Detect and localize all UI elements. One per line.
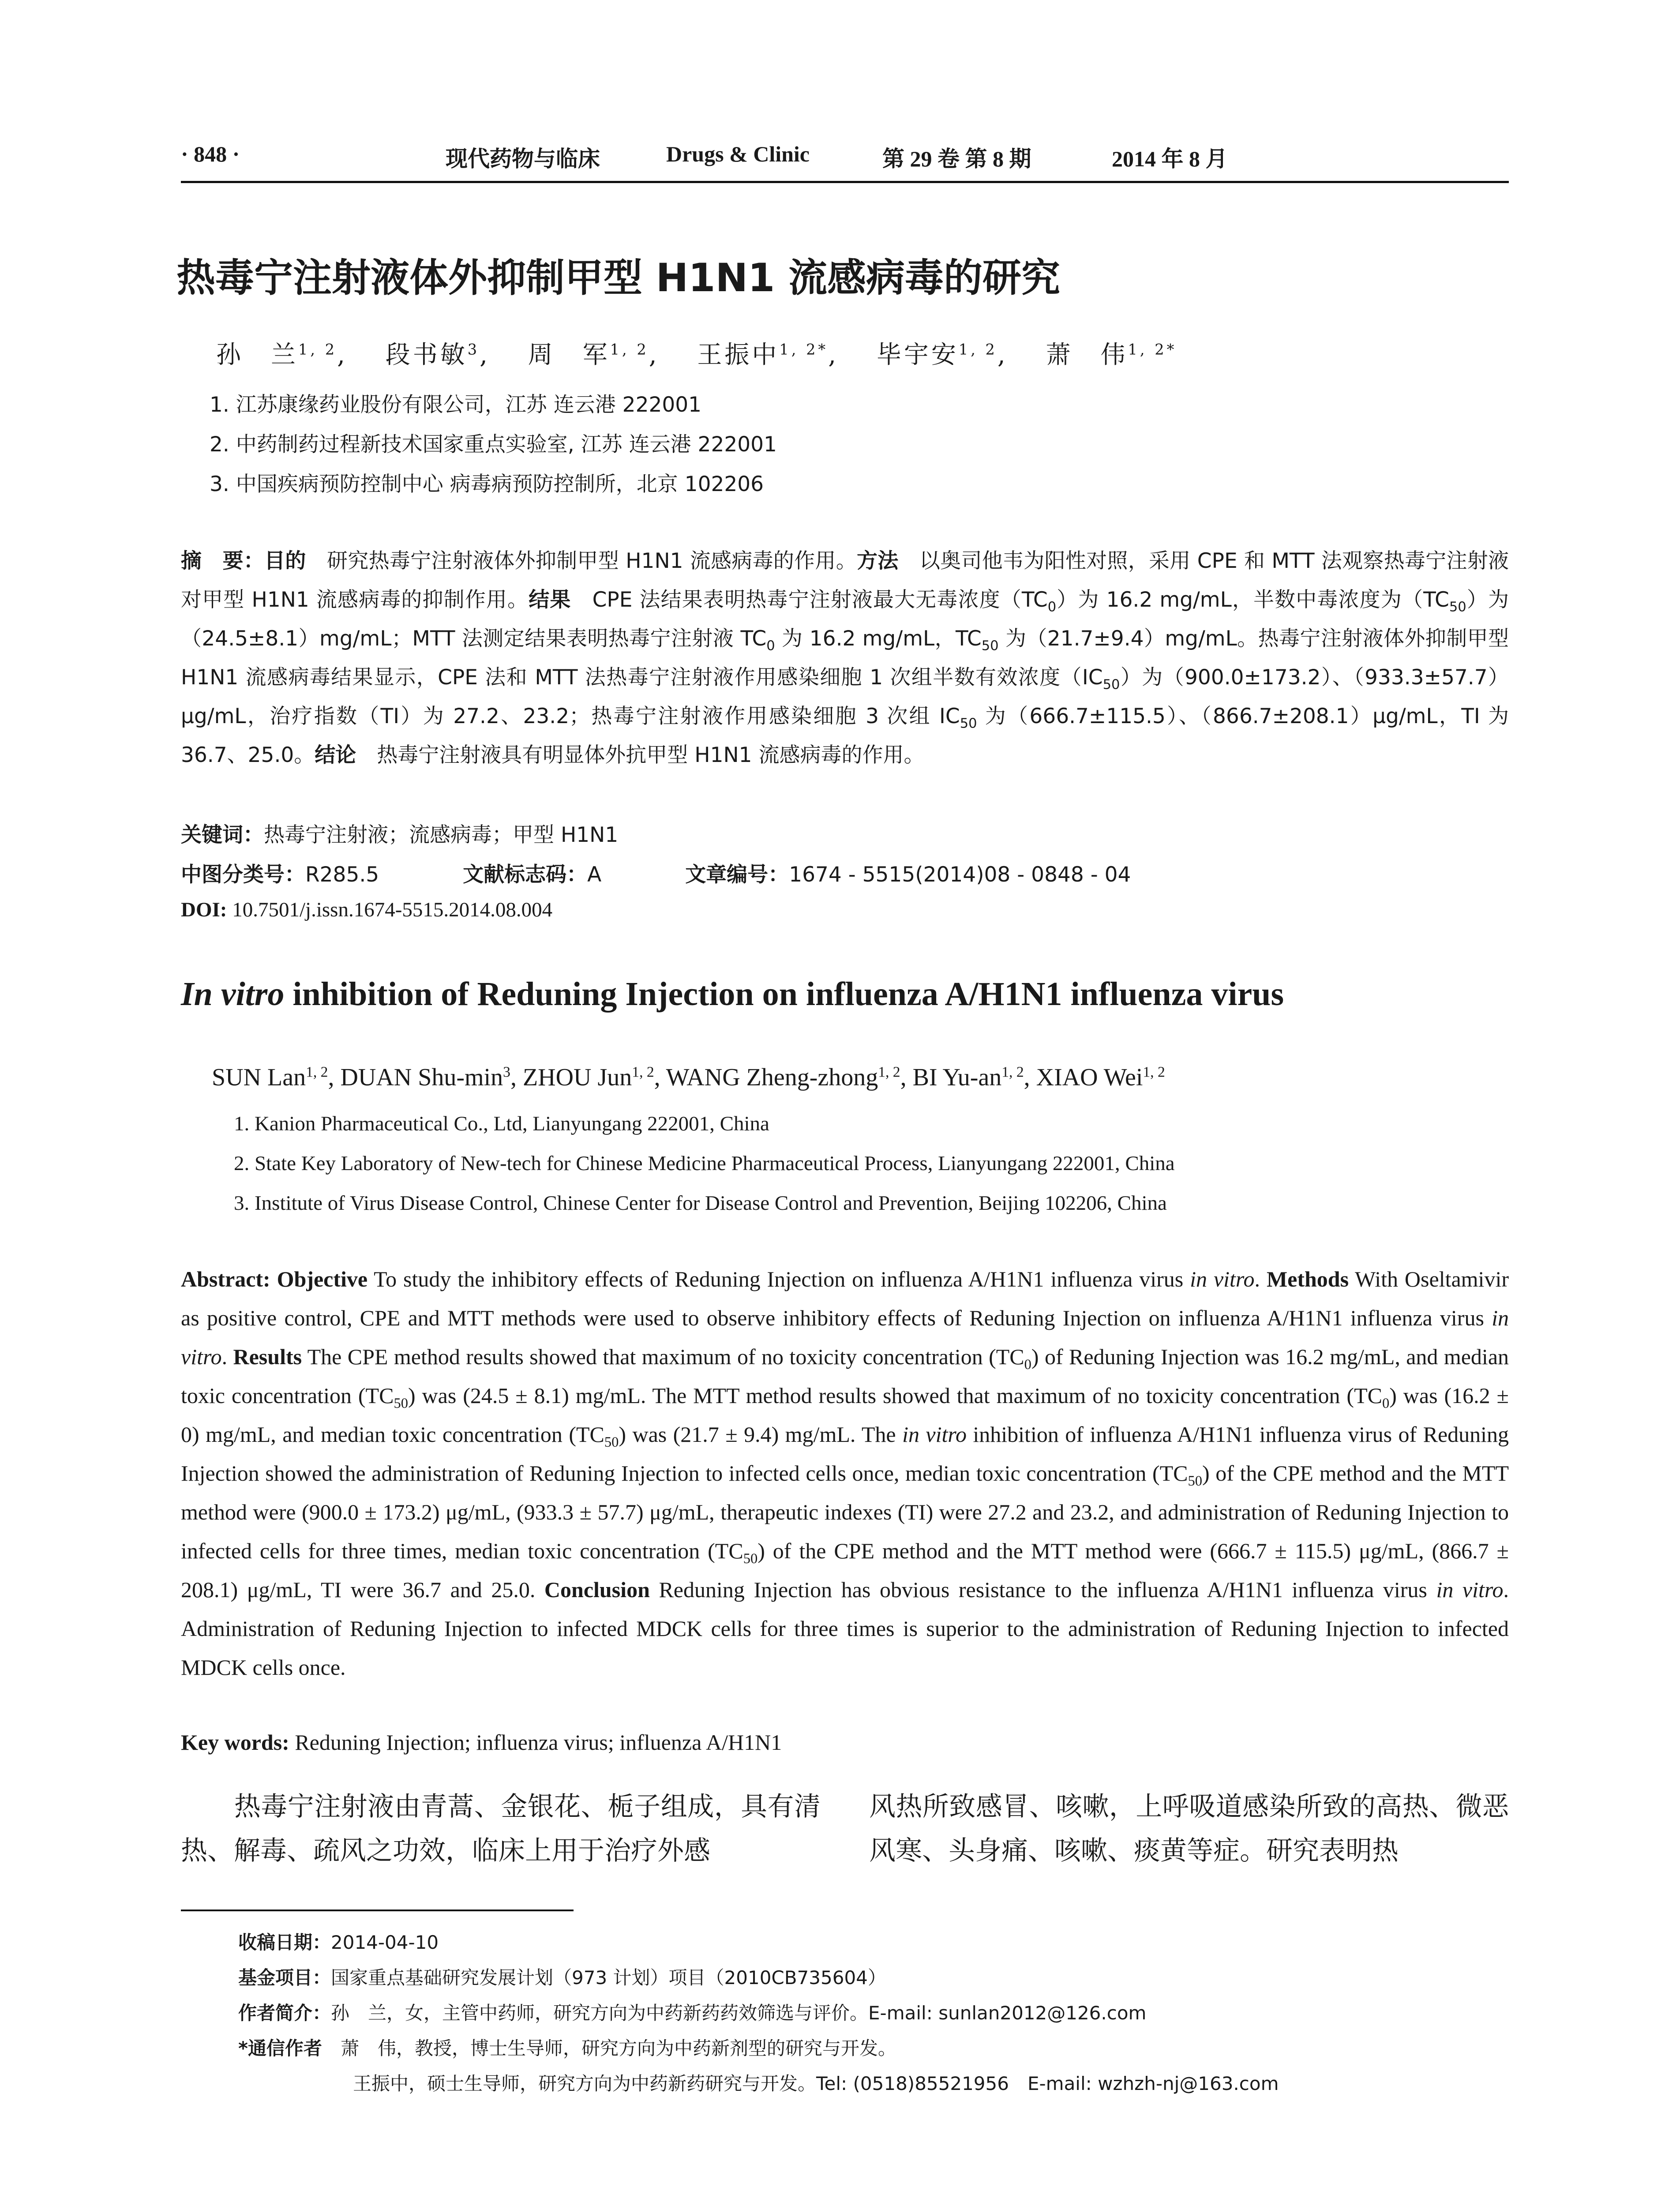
en-affiliation: 1. Kanion Pharmaceutical Co., Ltd, Lianyungang 222001, China bbox=[234, 1112, 769, 1135]
cn-results-text: ）为 16.2 mg/mL，半数中毒浓度为（TC bbox=[1056, 588, 1449, 612]
doi-value: 10.7501/j.issn.1674-5515.2014.08.004 bbox=[227, 898, 553, 921]
cn-author: 孙 兰 bbox=[216, 341, 298, 369]
fund-text: 国家重点基础研究发展计划（973 计划）项目（2010CB735604） bbox=[331, 1967, 886, 1988]
in-vitro: in vitro bbox=[1190, 1267, 1255, 1291]
cn-author: 萧 伟 bbox=[1046, 341, 1128, 369]
footnote-author bbox=[238, 1999, 1146, 2025]
author-bio-label: 作者简介： bbox=[238, 2002, 331, 2024]
cn-affiliation: 2. 中药制药过程新技术国家重点实验室, 江苏 连云港 222001 bbox=[210, 432, 777, 457]
en-conclusion-text: Reduning Injection has obvious resistance to the influenza A/H1N1 influenza virus bbox=[649, 1577, 1436, 1602]
clc-value: R285.5 bbox=[305, 863, 379, 887]
article-no-value: 1674 - 5515(2014)08 - 0848 - 04 bbox=[789, 863, 1131, 887]
clc-label: 中图分类号： bbox=[181, 863, 305, 887]
issue-date: 2014 年 8 月 bbox=[1112, 146, 1228, 171]
cn-author-sup: 3 bbox=[467, 341, 480, 358]
corresponding-label: *通信作者 bbox=[238, 2037, 322, 2059]
cn-author-sup: 1, 2 bbox=[958, 341, 998, 358]
in-vitro: in vitro bbox=[1436, 1577, 1504, 1602]
en-title bbox=[181, 975, 1284, 1013]
cn-classification-line bbox=[181, 858, 1131, 888]
volume-issue: 第 29 卷 第 8 期 bbox=[882, 146, 1031, 171]
en-objective-text: To study the inhibitory effects of Reduning Injection on influenza A/H1N1 influenza virus bbox=[368, 1267, 1190, 1291]
en-author-sup: 1, 2 bbox=[1143, 1064, 1165, 1080]
subscript: 50 bbox=[1188, 1473, 1203, 1489]
subscript: 50 bbox=[743, 1551, 758, 1567]
subscript: 50 bbox=[960, 716, 977, 732]
fund-label: 基金项目： bbox=[238, 1967, 331, 1988]
subscript: 50 bbox=[604, 1434, 619, 1450]
cn-keywords-text: 热毒宁注射液；流感病毒；甲型 H1N1 bbox=[264, 823, 619, 847]
journal-name-cn: 现代药物与临床 bbox=[446, 146, 600, 172]
subscript: 0 bbox=[1024, 1357, 1031, 1373]
en-results-text: ) was (16.2 ± 0) mg/mL, and median toxic concentration (TC bbox=[181, 1383, 1509, 1447]
author-bio-text: 孙 兰，女，主管中药师，研究方向为中药新药药效筛选与评价。E-mail: sunlan2012@126.com bbox=[331, 2002, 1147, 2024]
journal-name-en: Drugs & Clinic bbox=[666, 142, 810, 166]
en-keywords bbox=[181, 1730, 782, 1755]
cn-author: 王振中 bbox=[697, 341, 780, 369]
doc-code-value: A bbox=[587, 863, 602, 887]
en-abstract-label: Abstract: Objective bbox=[181, 1267, 368, 1291]
cn-keywords bbox=[181, 818, 618, 848]
cn-results-text: 为（666.7±115.5）、（866.7±208.1）μg/mL，TI 为 36.7、25.0。 bbox=[181, 704, 1509, 767]
cn-keywords-label: 关键词： bbox=[181, 823, 264, 847]
en-author-sup: 1, 2 bbox=[306, 1064, 328, 1080]
en-results-text: ) of Reduning Injection was 16.2 mg/mL, and median toxic concentration (TC bbox=[181, 1344, 1509, 1408]
en-author-sup: 1, 2 bbox=[632, 1064, 654, 1080]
cn-results-text: ）为（900.0±173.2）、（933.3±57.7）μg/mL，治疗指数（TI）为 27.2、23.2；热毒宁注射液作用感染细胞 3 次组 IC bbox=[181, 665, 1509, 728]
cn-author-sup: 1, 2* bbox=[779, 341, 829, 358]
doc-code-label: 文献标志码： bbox=[463, 863, 588, 887]
cn-author-sup: 1, 2 bbox=[610, 341, 649, 358]
cn-author: 周 军 bbox=[528, 341, 610, 369]
subscript: 50 bbox=[394, 1396, 408, 1411]
footnote-received bbox=[238, 1928, 439, 1955]
cn-author-sup: 1, 2* bbox=[1128, 341, 1177, 358]
subscript: 0 bbox=[1382, 1396, 1390, 1411]
cn-methods-text: 以奥司他韦为阳性对照，采用 CPE 和 MTT 法观察热毒宁注射液对甲型 H1N1 流感病毒的抑制作用。 bbox=[181, 549, 1509, 612]
en-title-italic: In vitro bbox=[181, 975, 285, 1013]
in-vitro: in vitro bbox=[181, 1306, 1509, 1369]
en-author-sup: 1, 2 bbox=[1001, 1064, 1024, 1080]
cn-conclusion-text: 热毒宁注射液具有明显体外抗甲型 H1N1 流感病毒的作用。 bbox=[356, 743, 925, 767]
cn-author: 段书敏 bbox=[385, 341, 468, 369]
page-number: · 848 · bbox=[181, 142, 240, 166]
footnote-corresponding bbox=[238, 2034, 896, 2060]
cn-results-text: 为（21.7±9.4）mg/mL。热毒宁注射液体外抑制甲型 H1N1 流感病毒结果显示，CPE 法和 MTT 法热毒宁注射液作用感染细胞 1 次组半数有效浓度（IC bbox=[181, 627, 1509, 690]
running-header bbox=[181, 132, 1509, 183]
doi-line bbox=[181, 898, 552, 922]
cn-objective-text: 研究热毒宁注射液体外抑制甲型 H1N1 流感病毒的作用。 bbox=[306, 549, 857, 573]
cn-affiliation: 1. 江苏康缘药业股份有限公司，江苏 连云港 222001 bbox=[210, 393, 702, 417]
cn-conclusion-label: 结论 bbox=[315, 743, 356, 767]
cn-abstract bbox=[181, 542, 1509, 775]
en-results-text: ) of the CPE method and the MTT method were (666.7 ± 115.5) μg/mL, (866.7 ± 208.1) μg/mL, TI were 36.7 and 25.0. bbox=[181, 1538, 1509, 1602]
en-author-sup: 1, 2 bbox=[878, 1064, 900, 1080]
en-author: XIAO Wei bbox=[1036, 1064, 1143, 1091]
en-results-text: ) was (21.7 ± 9.4) mg/mL. The bbox=[619, 1422, 903, 1447]
en-methods-text: With Oseltamivir as positive control, CPE and MTT methods were used to observe inhibitory effects of Reduning Injection on influenza A/H1N1 influenza virus bbox=[181, 1267, 1509, 1330]
subscript: 50 bbox=[1449, 599, 1466, 615]
en-results-text: inhibition of influenza A/H1N1 influenza virus of Reduning Injection showed the administration of Reduning Injection to infected cells once, median toxic concentration (TC bbox=[181, 1422, 1509, 1486]
footnote-fund bbox=[238, 1963, 886, 1990]
en-author: BI Yu-an bbox=[912, 1064, 1002, 1091]
cn-abstract-label: 摘 要： bbox=[181, 549, 265, 573]
footnote-corresponding-2: 王振中，硕士生导师，研究方向为中药新药研究与开发。Tel: (0518)85521956 E-mail: wzhzh-nj@163.com bbox=[353, 2073, 1279, 2094]
en-methods-label: Methods bbox=[1266, 1267, 1349, 1291]
subscript: 0 bbox=[1047, 599, 1057, 615]
cn-results-label: 结果 bbox=[529, 588, 571, 612]
cn-affiliation: 3. 中国疾病预防控制中心 病毒病预防控制所，北京 102206 bbox=[210, 472, 764, 496]
en-conclusion-label: Conclusion bbox=[544, 1577, 650, 1602]
body-column-left: 热毒宁注射液由青蒿、金银花、栀子组成，具有清热、解毒、疏风之功效，临床上用于治疗外感 bbox=[181, 1792, 821, 1865]
en-conclusion-text: . Administration of Reduning Injection to infected MDCK cells for three times is superior to the administration of Reduning Injection to infected MDCK cells once. bbox=[181, 1577, 1509, 1680]
footnote-divider bbox=[181, 1910, 574, 1911]
en-author: ZHOU Jun bbox=[522, 1064, 632, 1091]
en-results-text: The CPE method results showed that maximum of no toxicity concentration (TC bbox=[302, 1344, 1024, 1369]
en-abstract: Abstract: Objective To study the inhibitory effects of Reduning Injection on influenza A/H1N1 influenza virus in vitro. Methods With Oseltamivir as positive control, CPE and MTT methods were used to observe inhibitory effects of Reduning Injection on influenza A/H1N1 influenza virus in vitro. Results The CPE method results showed that maximum of no toxicity concentration $(TC_0)$ of Reduning Injection was 16.2 mg/mL, and median toxic concentration $(TC_{50})$ was (24.5 ± 8.1) mg/mL. The MTT method results showed that maximum of no toxicity concentration $(TC_0)$ was (16.2 ± 0) mg/mL, and median toxic concentration $(TC_{50})$ was (21.7 ± 9.4) mg/mL. The in vitro inhibition of influenza A/H1N1 influenza virus of Reduning Injection showed the administration of Reduning Injection to infected cells once, median toxic concentration $(TC_{50})$ of the CPE method and the MTT method were (900.0 ± 173.2) μg/mL, (933.3 ± 57.7) μg/mL, therapeutic indexes (TI) were 27.2 and 23.2, and administration of Reduning Injection to infected cells for three times, median toxic concentration $(TC_{50})$ of the CPE method and the MTT method were (666.7 ± 115.5) μg/mL, (866.7 ± 208.1) μg/mL, TI were 36.7 and 25.0. Conclusion Reduning Injection has obvious resistance to the influenza A/H1N1 influenza virus in vitro. Administration of Reduning Injection to infected MDCK cells for three times is superior to the administration of Reduning Injection to infected MDCK cells once. bbox=[181, 1267, 1509, 1680]
en-author-sup: 3 bbox=[503, 1064, 510, 1080]
en-title-text: inhibition of Reduning Injection on influenza A/H1N1 influenza virus bbox=[284, 975, 1284, 1013]
cn-author-sup: 1, 2 bbox=[298, 341, 338, 358]
en-affiliation: 2. State Key Laboratory of New-tech for Chinese Medicine Pharmaceutical Process, Lianyungang 222001, China bbox=[234, 1152, 1175, 1175]
article-no-label: 文章编号： bbox=[685, 863, 789, 887]
received-label: 收稿日期： bbox=[238, 1932, 331, 1953]
received-date: 2014-04-10 bbox=[331, 1932, 439, 1953]
subscript: 50 bbox=[1102, 677, 1120, 693]
cn-author-list: 孙 兰$^{1, 2}$, 段书敏$^3$, 周 军$^{1, 2}$, 王振中$^{1, 2*}$, 毕宇安$^{1, 2}$, 萧 伟$^{1, 2*}$ bbox=[216, 341, 1177, 369]
in-vitro: in vitro bbox=[902, 1422, 967, 1447]
cn-objective-label: 目的 bbox=[264, 549, 306, 573]
en-author-list: SUN Lan$^{1, 2}$, DUAN Shu-$\min^3$, ZHOU Jun$^{1, 2}$, WANG Zheng-zhong$^{1, 2}$, BI Yu-an$^{1, 2}$, XIAO Wei$^{1, 2}$ bbox=[212, 1064, 1165, 1091]
cn-results-text: 为 16.2 mg/mL，TC bbox=[775, 627, 982, 651]
en-author: DUAN Shu-min bbox=[340, 1064, 503, 1091]
en-results-text: ) was (24.5 ± 8.1) mg/mL. The MTT method results showed that maximum of no toxicity concentration (TC bbox=[408, 1383, 1382, 1408]
cn-methods-label: 方法 bbox=[857, 549, 899, 573]
body-column-right: 风热所致感冒、咳嗽，上呼吸道感染所致的高热、微恶风寒、头身痛、咳嗽、痰黄等症。研究表明热 bbox=[869, 1792, 1509, 1865]
cn-results-text: CPE 法结果表明热毒宁注射液最大无毒浓度（TC bbox=[571, 588, 1048, 612]
en-author: WANG Zheng-zhong bbox=[666, 1064, 878, 1091]
cn-results-text: ）为（24.5±8.1）mg/mL；MTT 法测定结果表明热毒宁注射液 TC bbox=[181, 588, 1509, 651]
cn-title: 热毒宁注射液体外抑制甲型 H1N1 流感病毒的研究 bbox=[176, 255, 1061, 300]
corresponding-text: 萧 伟，教授，博士生导师，研究方向为中药新剂型的研究与开发。 bbox=[322, 2037, 896, 2059]
en-keywords-label: Key words: bbox=[181, 1730, 289, 1755]
en-affiliation: 3. Institute of Virus Disease Control, Chinese Center for Disease Control and Prevention, Beijing 102206, China bbox=[234, 1192, 1167, 1215]
en-keywords-text: Reduning Injection; influenza virus; influenza A/H1N1 bbox=[289, 1730, 782, 1755]
en-results-text: ) of the CPE method and the MTT method were (900.0 ± 173.2) μg/mL, (933.3 ± 57.7) μg/mL, therapeutic indexes (TI) were 27.2 and 23.2, and administration of Reduning Injection to infected cells for three times, median toxic concentration (TC bbox=[181, 1461, 1509, 1563]
subscript: 0 bbox=[766, 638, 775, 654]
doi-label: DOI: bbox=[181, 898, 227, 921]
cn-author: 毕宇安 bbox=[876, 341, 959, 369]
en-author: SUN Lan bbox=[212, 1064, 306, 1091]
en-results-label: Results bbox=[233, 1344, 302, 1369]
subscript: 50 bbox=[981, 638, 999, 654]
